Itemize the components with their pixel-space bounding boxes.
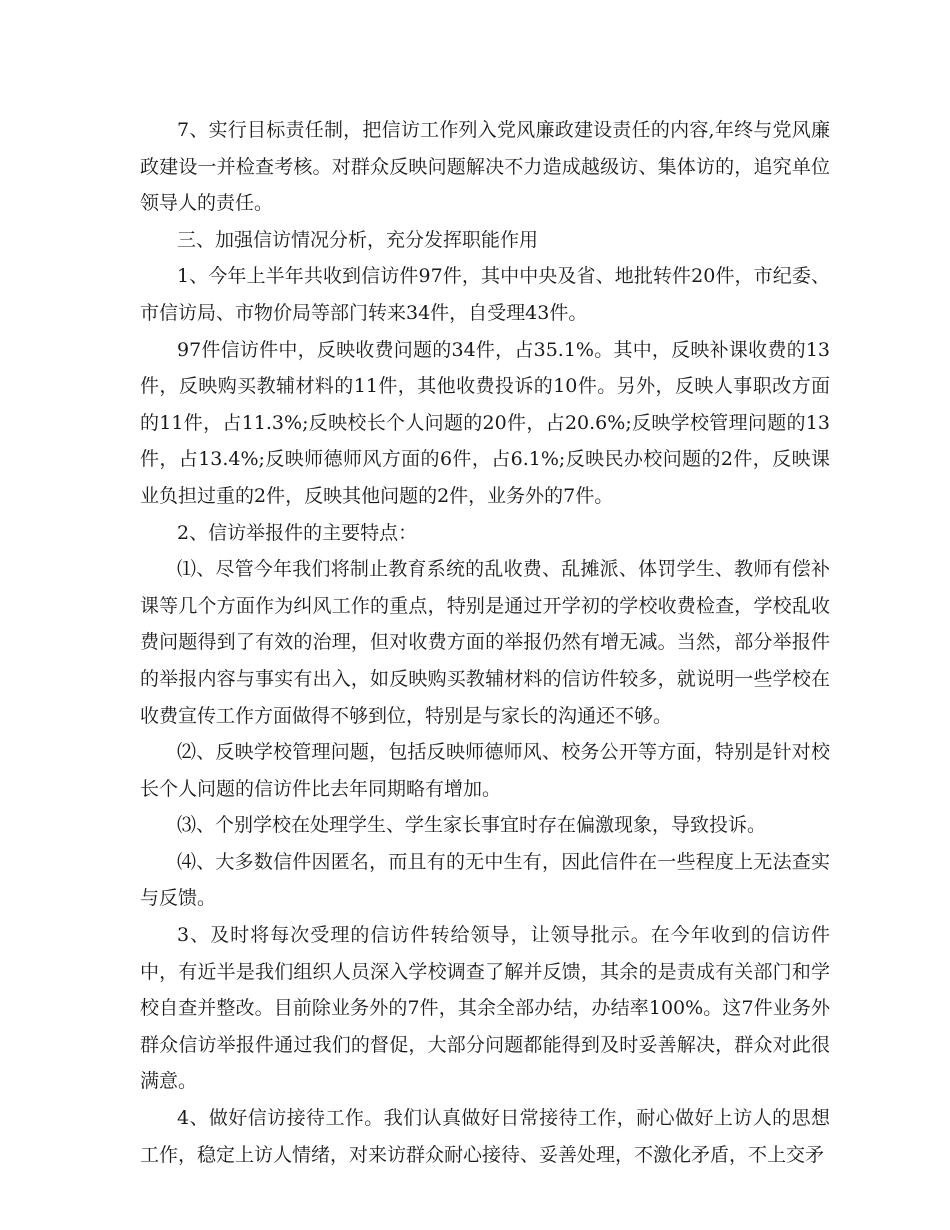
paragraph-feature-4: ⑷、大多数信件因匿名，而且有的无中生有，因此信件在一些程度上无法查实与反馈。 [140,850,830,910]
paragraph-point-4: 4、做好信访接待工作。我们认真做好日常接待工作，耐心做好上访人的思想工作，稳定上访人情绪，对来访群众耐心接待、妥善处理，不激化矛盾，不上交矛 [140,1107,830,1166]
paragraph-feature-2: ⑵、反映学校管理问题，包括反映师德师风、校务公开等方面，特别是针对校长个人问题的信访件比去年同期略有增加。 [140,741,830,800]
paragraph-point-3: 3、及时将每次受理的信访件转给领导，让领导批示。在今年收到的信访件中，有近半是我们组织人员深入学校调查了解并反馈，其余的是责成有关部门和学校自查并整改。目前除业务外的7件，其余全部办结，办结率100%。这7件业务外群众信访举报件通过我们的督促，大部分问题都能得到及时妥善解决，群众对此很满意。 [140,924,830,1093]
paragraph-feature-3: ⑶、个别学校在处理学生、学生家长事宜时存在偏激现象，导致投诉。 [177,814,767,837]
paragraph-feature-1: ⑴、尽管今年我们将制止教育系统的乱收费、乱摊派、体罚学生、教师有偿补课等几个方面作为纠风工作的重点，特别是通过开学初的学校收费检查，学校乱收费问题得到了有效的治理，但对收费方面的举报仍然有增无减。当然，部分举报件的举报内容与事实有出入，如反映购买教辅材料的信访件较多，就说明一些学校在收费宣传工作方面做得不够到位，特别是与家长的沟通还不够。 [140,558,830,727]
paragraph-statistics: 97件信访件中，反映收费问题的34件，占35.1%。其中，反映补课收费的13件，反映购买教辅材料的11件，其他收费投诉的10件。另外，反映人事职改方面的11件，占11.3%;反映校长个人问题的20件，占20.6%;反映学校管理问题的13件，占13.4%;反映师德师风方面的6件，占6.1%;反映民办校问题的2件，反映课业负担过重的2件，反映其他问题的2件，业务外的7件。 [140,338,830,507]
section-heading-3: 三、加强信访情况分析，充分发挥职能作用 [177,228,539,251]
document-body [140,112,830,1173]
paragraph-point-1: 1、今年上半年共收到信访件97件，其中中央及省、地批转件20件，市纪委、市信访局、市物价局等部门转来34件，自受理43件。 [140,265,830,324]
paragraph-item-7: 7、实行目标责任制，把信访工作列入党风廉政建设责任的内容,年终与党风廉政建设一并检查考核。对群众反映问题解决不力造成越级访、集体访的，追究单位领导人的责任。 [140,119,830,215]
paragraph-point-2: 2、信访举报件的主要特点： [177,521,418,544]
